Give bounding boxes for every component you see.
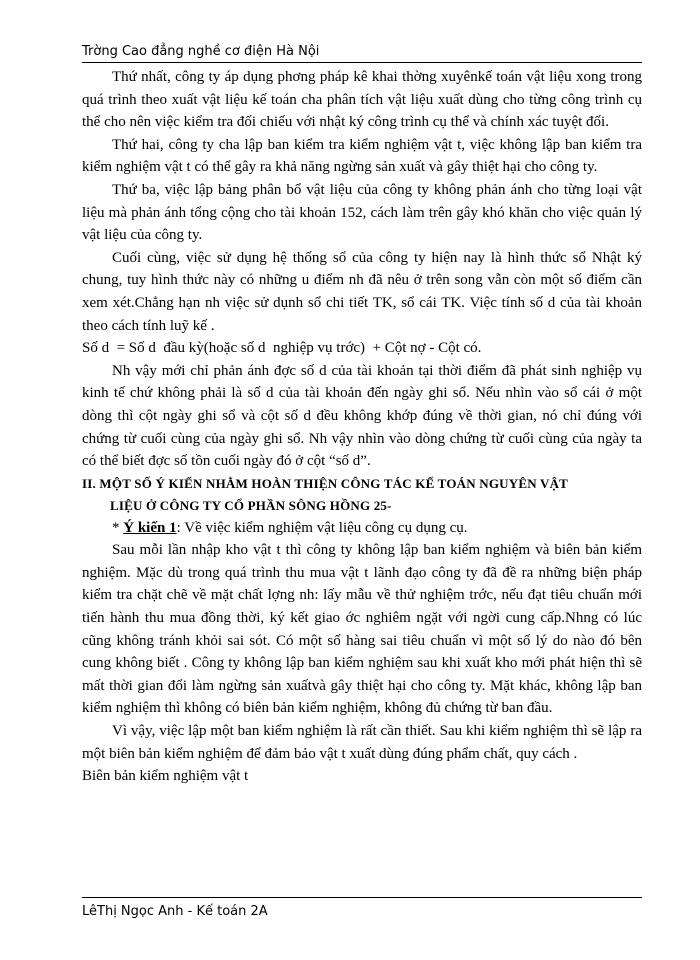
paragraph-explanation: Nh vậy mới chỉ phản ánh đợc số d của tài khoản tại thời điểm đã phát sinh nghiệp vụ kinh tế chứ không phải là số d của tài khoản đến ngày ghi sổ. Nếu nhìn vào sổ cái ở một dòng thì cột ngày ghi sổ và cột số d đều không khớp đúng về thời gian, nó chỉ đúng với chứng từ cuối cùng của ngày ghi sổ. Nh vậy nhìn vào dòng chứng từ cuối cùng của ngày ta có thể biết đợc số tồn cuối ngày đó ở cột “số d”. <box>82 362 642 470</box>
opinion-label: Ý kiến 1 <box>123 519 177 536</box>
opinion-text: : Về việc kiểm nghiệm vật liệu công cụ dụng cụ. <box>176 519 468 536</box>
paragraph-report-title: Biên bản kiểm nghiệm vật t <box>82 768 249 785</box>
footer-author: LêThị Ngọc Anh - Kế toán 2A <box>82 904 268 919</box>
header-title: Trờng Cao đẳng nghề cơ điện Hà Nội <box>82 44 320 59</box>
paragraph-finally: Cuối cùng, việc sử dụng hệ thống sổ của công ty hiện nay là hình thức sổ Nhật ký chung, tuy hình thức này có những u điểm nh đã nêu ở trên song vẫn còn một số điểm cần xem xét.Chẳng hạn nh việc sử dụnh sổ chi tiết TK, sổ cái TK. Việc tính số d của tài khoản theo cách tính luỹ kế . <box>82 249 642 334</box>
paragraph-third: Thứ ba, việc lập bảng phân bổ vật liệu của công ty không phản ánh cho từng loại vật liệu mà phản ánh tổng cộng cho tài khoản 152, cách làm trên gây khó khăn cho việc quản lý vật liệu của công ty. <box>82 181 642 244</box>
section-heading <box>82 473 642 517</box>
paragraph-first: Thứ nhất, công ty áp dụng phơng pháp kê khai thờng xuyênkế toán vật liệu xong trong quá trình theo xuất vật liệu kế toán cha phân tích vật liệu xuất dùng cho từng công trình cụ thể cho nên việc kiểm tra đối chiếu với nhật ký công trình cụ thể và chính xác tuyệt đối. <box>82 69 642 131</box>
document-body <box>82 66 642 788</box>
paragraph-second: Thứ hai, công ty cha lập ban kiểm tra kiểm nghiệm vật t, việc không lập ban kiểm tra kiểm nghiệm vật t có thể gây ra khả năng ngừng sản xuất và gây thiệt hại cho công ty. <box>82 136 642 176</box>
opinion-bullet: * <box>112 519 124 536</box>
page-header <box>82 44 642 63</box>
section-heading-line1: II. MỘT SỐ Ý KIẾN NHẰM HOÀN THIỆN CÔNG TÁC KẾ TOÁN NGUYÊN VẬT <box>82 475 569 491</box>
balance-formula: Số d = Số d đầu kỳ(hoặc số d nghiệp vụ trớc) + Cột nợ - Cột có. <box>82 340 482 357</box>
page-footer <box>82 897 642 919</box>
paragraph-therefore: Vì vậy, việc lập một ban kiểm nghiệm là rất cần thiết. Sau khi kiểm nghiệm thì sẽ lập ra một biên bản kiểm nghiệm để đảm bảo vật t xuất dùng đúng phẩm chất, quy cách . <box>82 723 642 762</box>
opinion-line <box>82 517 642 540</box>
section-heading-line2: LIỆU Ở CÔNG TY CỔ PHẦN SÔNG HỒNG 25- <box>110 497 392 513</box>
paragraph-inspection: Sau mỗi lần nhập kho vật t thì công ty không lập ban kiểm nghiệm và biên bản kiểm nghiệm. Mặc dù trong quá trình thu mua vật t lãnh đạo công ty đã đề ra những biện pháp kiểm tra chặt chẽ về mặt chất lợng nh: lấy mẫu về thử nghiệm trớc, nếu đạt tiêu chuẩn mới tiến hành thu mua đồng thời, ký kết giao ớc nghiêm ngặt với ngời cung cấp.Nhng có lúc cũng không tránh khỏi sai sót. Có một số hàng sai tiêu chuẩn vì một số lý do nào đó bên cung không biết . Công ty không lập ban kiểm nghiệm sau khi xuất kho mới phát hiện thì sẽ mất thời gian đổi làm ngừng sản xuấtvà gây thiệt hại cho công ty. Mặt khác, không lập ban kiểm nghiệm thì không có biên bản kiểm nghiệm, không đủ chứng từ ban đầu. <box>82 542 642 717</box>
